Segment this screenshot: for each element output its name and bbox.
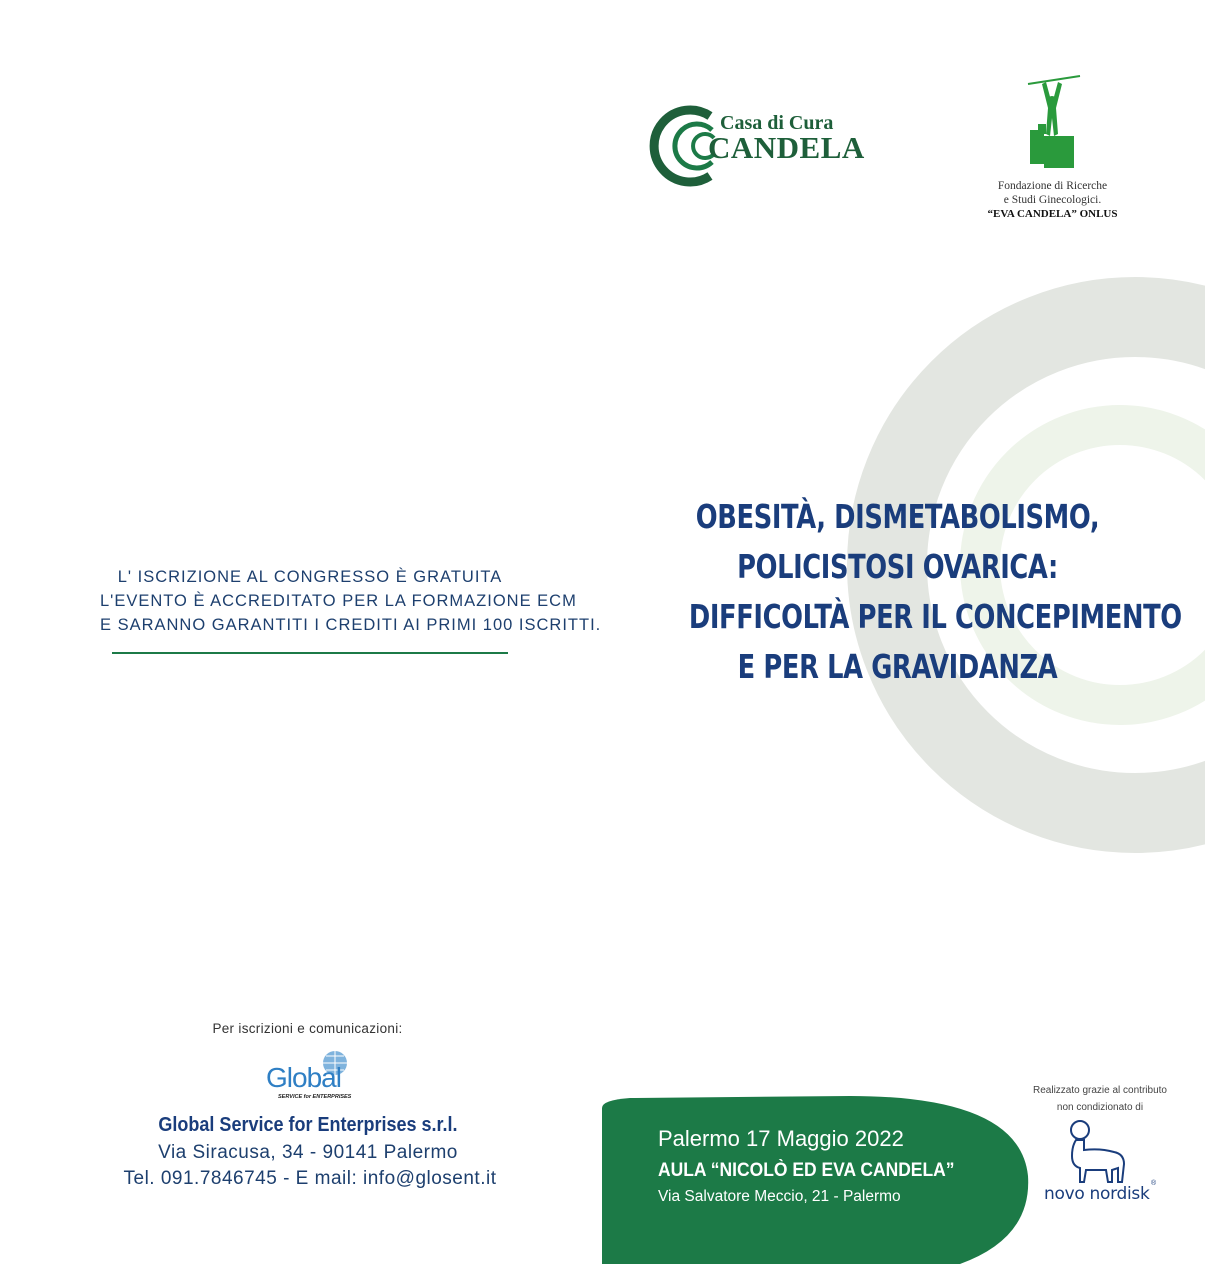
registration-divider xyxy=(112,652,508,654)
candela-logo-name: CANDELA xyxy=(708,130,865,165)
candela-logo-subtitle: Casa di Cura xyxy=(720,112,834,134)
sponsor-note xyxy=(1010,1082,1190,1116)
title-line-2: POLICISTOSI OVARICA: xyxy=(737,547,1058,586)
global-logo-tagline: SERVICE for ENTERPRISES xyxy=(278,1094,352,1100)
contacts-label: Per iscrizioni e comunicazioni: xyxy=(212,1021,403,1036)
company-contact: Tel. 091.7846745 - E mail: info@glosent.it xyxy=(123,1168,497,1189)
statue-icon xyxy=(1022,74,1082,174)
registered-mark: ® xyxy=(1151,1180,1157,1187)
global-logo xyxy=(262,1050,362,1106)
event-date: Palermo 17 Maggio 2022 xyxy=(658,1126,904,1151)
foundation-line-2: e Studi Ginecologici. xyxy=(1003,194,1102,206)
foundation-line-1: Fondazione di Ricerche xyxy=(997,180,1108,192)
title-line-3: DIFFICOLTÀ PER IL CONCEPIMENTO xyxy=(688,597,1182,636)
registration-line-1: L' ISCRIZIONE AL CONGRESSO È GRATUITA xyxy=(117,568,503,586)
page-title xyxy=(688,492,1182,692)
event-venue: AULA “NICOLÒ ED EVA CANDELA” xyxy=(658,1160,955,1181)
registration-line-3: E SARANNO GARANTITI I CREDITI AI PRIMI 100 ISCRITTI. xyxy=(100,616,602,634)
foundation-line-3: “EVA CANDELA” ONLUS xyxy=(987,208,1118,220)
event-address: Via Salvatore Meccio, 21 - Palermo xyxy=(658,1188,901,1205)
registration-line-2: L'EVENTO È ACCREDITATO PER LA FORMAZIONE ECM xyxy=(100,592,577,610)
candela-logo xyxy=(648,100,868,192)
foundation-name xyxy=(965,179,1140,221)
novo-nordisk-wordmark: novo nordisk xyxy=(1044,1184,1150,1204)
title-line-4: E PER LA GRAVIDANZA xyxy=(737,647,1058,686)
global-logo-word: Global xyxy=(266,1062,341,1093)
sponsor-line-2: non condizionato di xyxy=(1056,1102,1144,1113)
company-name: Global Service for Enterprises s.r.l. xyxy=(158,1114,458,1136)
company-address: Via Siracusa, 34 - 90141 Palermo xyxy=(158,1142,458,1163)
title-line-1: OBESITÀ, DISMETABOLISMO, xyxy=(695,497,1100,536)
registration-info xyxy=(100,565,602,637)
sponsor-line-1: Realizzato grazie al contributo xyxy=(1033,1085,1167,1096)
